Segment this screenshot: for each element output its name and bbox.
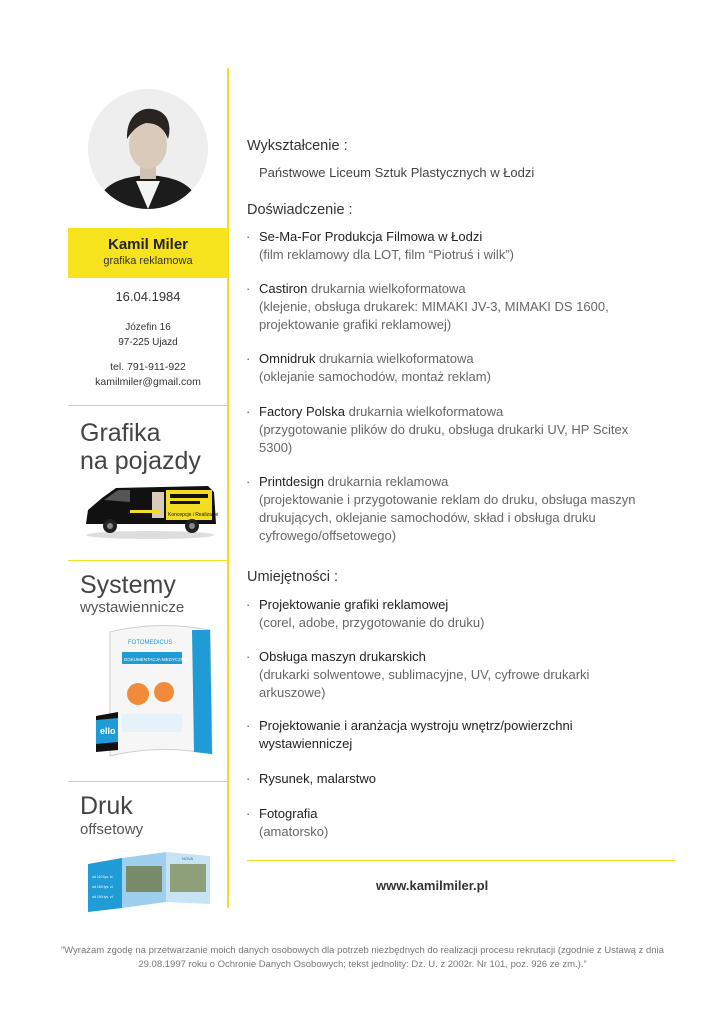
skill-desc: (amatorsko) (259, 824, 329, 839)
bullet: · (246, 718, 251, 733)
print-title: Druk (80, 792, 133, 820)
vehicle-title-line-2: na pojazdy (80, 447, 201, 475)
bullet: · (246, 281, 251, 296)
skill-name: Fotografia (259, 806, 318, 821)
vehicle-graphics-title (80, 419, 201, 475)
counter-brand: ello (100, 726, 116, 736)
vehicle-title-line-1: Grafika (80, 419, 161, 447)
experience-type: drukarnia wielkoformatowa (307, 281, 466, 296)
experience-heading: Doświadczenie : (247, 202, 353, 218)
experience-desc: (klejenie, obsługa drukarek: MIMAKI JV-3, MIMAKI DS 1600, projektowanie grafiki reklamowej) (259, 299, 609, 332)
print-subtitle: offsetowy (80, 821, 144, 838)
leaflet-price-2: od 180 tys. zł (92, 885, 113, 889)
bullet: · (246, 597, 251, 612)
education-heading: Wykształcenie : (247, 138, 348, 154)
education-school: Państwowe Liceum Sztuk Plastycznych w Łodzi (259, 165, 535, 180)
sidebar-separator (68, 405, 228, 406)
exhibition-system-image (88, 622, 218, 762)
name-box (68, 228, 228, 278)
email[interactable]: kamilmiler@gmail.com (95, 376, 201, 388)
person-name: Kamil Miler (107, 236, 189, 253)
experience-item (246, 473, 659, 545)
website-link[interactable]: www.kamilmiler.pl (376, 878, 489, 893)
van-text: Koncepcje i Realizacje (168, 512, 219, 518)
skill-name: Projektowanie grafiki reklamowej (259, 597, 449, 612)
banner-brand: FOTOMEDICUS (128, 640, 173, 646)
experience-item (246, 350, 659, 386)
skill-name: Projektowanie i aranżacja wystroju wnętrz/powierzchni wystawienniczej (259, 718, 573, 751)
leaflet-name: NOVA (182, 856, 194, 861)
skill-name: Obsługa maszyn drukarskich (259, 649, 426, 664)
leaflet-price-3: od 190 tys. zł (92, 895, 113, 899)
experience-name: Printdesign (259, 474, 325, 489)
leaflet-price-1: od 110 tys. zł (92, 875, 113, 879)
skill-item (246, 717, 659, 753)
bullet: · (246, 806, 251, 821)
yellow-vertical-divider (227, 68, 229, 908)
skills-heading: Umiejętności : (247, 569, 339, 585)
banner-mid-text: DOKUMENTACJA MEDYCZNEJ (124, 657, 190, 662)
sidebar-separator (68, 560, 228, 561)
skill-name: Rysunek, malarstwo (259, 771, 377, 786)
skill-item (246, 596, 659, 632)
experience-item (246, 228, 659, 264)
person-role: grafika reklamowa (103, 255, 193, 267)
experience-name: Castiron (259, 281, 308, 296)
experience-desc: (film reklamowy dla LOT, film “Piotruś i wilk”) (259, 247, 514, 262)
gdpr-consent-clause: ”Wyrażam zgodę na przetwarzanie moich danych osobowych dla potrzeb niezbędnych do realizacji procesu rekrutacji (zgodnie z Ustawą z dnia 29.08.1997 roku o Ochronie Danych Osobowych; tekst jednolity: Dz. U. z 2002r. Nr 101, poz. 926 ze zm.).” (61, 945, 664, 970)
systems-title: Systemy (80, 571, 176, 599)
skill-item (246, 648, 659, 702)
experience-type: drukarnia wielkoformatowa (315, 351, 474, 366)
sidebar-separator (68, 781, 228, 782)
skill-item (246, 805, 659, 841)
skill-item (246, 770, 659, 788)
experience-item (246, 403, 659, 457)
bullet: · (246, 649, 251, 664)
van-image (80, 480, 220, 540)
skill-desc: (corel, adobe, przygotowanie do druku) (259, 615, 485, 630)
date-of-birth: 16.04.1984 (115, 289, 181, 304)
skill-desc: (drukarki solwentowe, sublimacyjne, UV, cyfrowe drukarki arkuszowe) (259, 667, 590, 700)
experience-name: Se-Ma-For Produkcja Filmowa w Łodzi (259, 229, 483, 244)
profile-photo (88, 89, 208, 209)
bullet: · (246, 474, 251, 489)
footer-divider (247, 860, 675, 861)
systems-subtitle: wystawiennicze (80, 599, 185, 616)
address-line-1: Józefin 16 (125, 322, 171, 333)
leaflet-image (82, 842, 222, 914)
bullet: · (246, 404, 251, 419)
bullet: · (246, 351, 251, 366)
experience-desc: (oklejanie samochodów, montaż reklam) (259, 369, 491, 384)
bullet: · (246, 771, 251, 786)
contact (68, 360, 228, 390)
address (68, 320, 228, 350)
experience-type: drukarnia wielkoformatowa (344, 404, 504, 419)
address-line-2: 97-225 Ujazd (118, 337, 178, 348)
experience-desc: (projektowanie i przygotowanie reklam do druku, obsługa maszyn drukujących, oklejanie samochodów, skład i obsługa druku cyfrowego/offsetowego) (259, 492, 636, 543)
experience-type: drukarnia reklamowa (324, 474, 449, 489)
experience-name: Factory Polska (259, 404, 345, 419)
experience-item (246, 280, 659, 334)
experience-desc: (przygotowanie plików do druku, obsługa drukarki UV, HP Scitex 5300) (259, 422, 629, 455)
experience-name: Omnidruk (259, 351, 316, 366)
bullet: · (246, 229, 251, 244)
phone: tel. 791-911-922 (110, 361, 186, 373)
